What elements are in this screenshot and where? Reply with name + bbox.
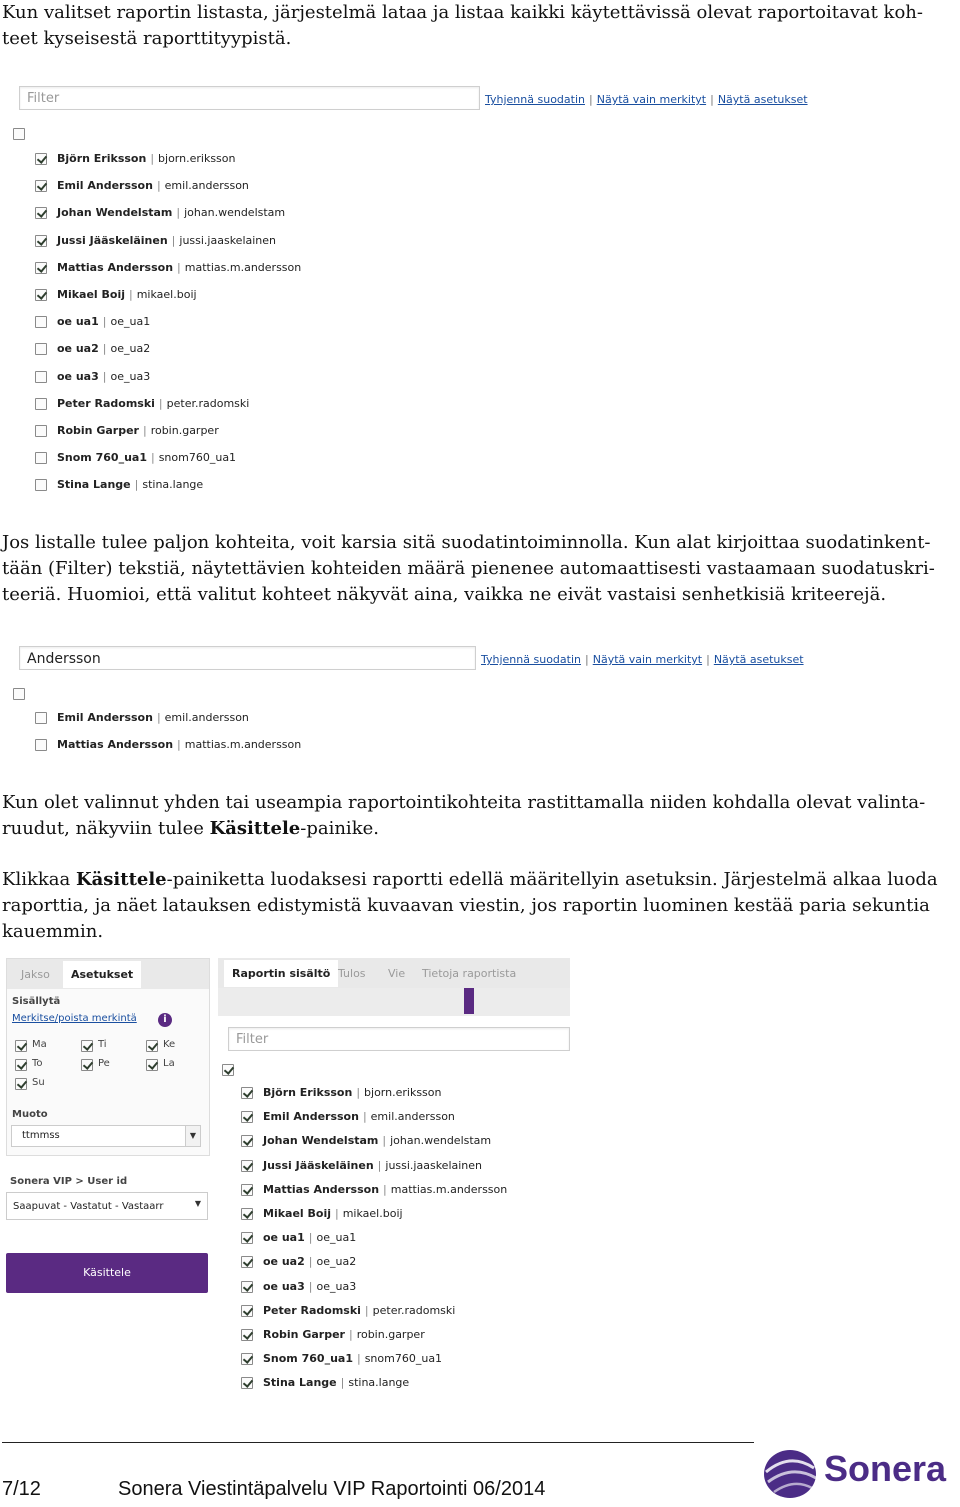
- day-checkbox[interactable]: [81, 1040, 93, 1052]
- report-select[interactable]: [6, 1192, 208, 1220]
- item-name: oe ua2: [263, 1255, 305, 1269]
- separator: |: [364, 1303, 369, 1317]
- item-name: Snom 760_ua1: [263, 1352, 353, 1366]
- footer-title: Sonera Viestintäpalvelu VIP Raportointi 06/2014: [118, 1478, 546, 1500]
- chevron-down-icon: ▼: [194, 1199, 201, 1208]
- filter-input-filled[interactable]: Andersson: [19, 646, 476, 670]
- item-name: Björn Eriksson: [57, 152, 147, 165]
- item-name: Mattias Andersson: [57, 260, 174, 274]
- filter-links: Tyhjennä suodatin | Näytä vain merkityt | Näytä asetukset: [485, 93, 808, 106]
- item-user: peter.radomski: [372, 1303, 456, 1317]
- process-button[interactable]: Käsittele: [6, 1253, 208, 1293]
- separator: |: [308, 1255, 313, 1269]
- item-checkbox[interactable]: [241, 1329, 253, 1341]
- filter-links-2: Tyhjennä suodatin | Näytä vain merkityt | Näytä asetukset: [481, 653, 804, 666]
- list-item: [263, 1183, 507, 1196]
- list-item: [57, 152, 235, 165]
- item-name: Björn Eriksson: [263, 1086, 353, 1099]
- process-line-2: raporttia, ja näet latauksen edistymistä kuvaavan viestin, jos raportin luominen kestää paria sekuntia: [2, 895, 930, 916]
- page-number: 7/12: [2, 1478, 41, 1500]
- report-content-panel: [218, 958, 570, 1390]
- list-item: [263, 1376, 409, 1389]
- separator: |: [156, 711, 161, 724]
- item-checkbox[interactable]: [241, 1353, 253, 1365]
- filter-line-1: Jos listalle tulee paljon kohteita, voit karsia sitä suodatintoiminnolla. Kun alat kirjoittaa suodatinkent-: [2, 532, 931, 553]
- day-checkbox[interactable]: [15, 1059, 27, 1071]
- tab-settings[interactable]: Asetukset: [63, 961, 141, 988]
- list-item: [57, 261, 301, 274]
- list-item: [57, 711, 249, 724]
- item-user: stina.lange: [142, 478, 204, 492]
- process-paragraph: [2, 867, 954, 945]
- day-checkbox[interactable]: [15, 1040, 27, 1052]
- process-bold-2: Käsittele: [75, 869, 167, 890]
- item-checkbox[interactable]: [241, 1184, 253, 1196]
- list-item: [57, 451, 236, 464]
- format-value: ttmmss: [22, 1130, 60, 1141]
- item-name: Snom 760_ua1: [57, 451, 147, 465]
- separator: |: [308, 1231, 313, 1245]
- list-item: [57, 397, 249, 410]
- item-user: mattias.m.andersson: [390, 1182, 508, 1196]
- item-user: mikael.boij: [136, 288, 197, 301]
- list-item: [263, 1207, 403, 1220]
- item-user: bjorn.eriksson: [364, 1086, 442, 1099]
- select-line-1: Kun olet valinnut yhden tai useampia raportointikohteita rastittamalla niiden kohdalla olevat valinta-: [2, 792, 926, 813]
- item-name: Peter Radomski: [263, 1303, 361, 1317]
- item-user: oe_ua2: [110, 342, 151, 356]
- progress-marker: [464, 988, 474, 1014]
- format-label: Muoto: [12, 1109, 48, 1120]
- tab-report-info[interactable]: Tietoja raportista: [422, 967, 517, 980]
- item-user: bjorn.eriksson: [158, 152, 236, 165]
- item-user: jussi.jaaskelainen: [179, 233, 277, 247]
- item-name: oe ua1: [263, 1231, 305, 1245]
- list-item: [263, 1280, 356, 1293]
- filter-line-2: tään (Filter) tekstiä, näytettävien kohteiden määrä pienenee automaattisesti vastaamaan suodatuskri-: [2, 558, 935, 579]
- day-label: Su: [32, 1077, 45, 1088]
- list-item: [57, 478, 203, 491]
- clear-filter-link[interactable]: Tyhjennä suodatin: [485, 93, 585, 106]
- filter-input[interactable]: Filter: [19, 86, 480, 110]
- separator: |: [150, 152, 155, 165]
- item-checkbox[interactable]: [35, 739, 47, 751]
- item-user: oe_ua1: [316, 1231, 357, 1245]
- clear-filter-link[interactable]: Tyhjennä suodatin: [481, 653, 581, 666]
- select-line-2: ruudut, näkyviin tulee: [2, 818, 210, 839]
- item-checkbox[interactable]: [35, 207, 47, 219]
- filter-line-3: teeriä. Huomioi, että valitut kohteet näkyvät aina, vaikka ne eivät vastaisi senhetkisiä kriteerejä.: [2, 584, 887, 605]
- list-item: [263, 1328, 425, 1341]
- list-item: [57, 179, 249, 192]
- item-checkbox[interactable]: [241, 1160, 253, 1172]
- separator: |: [356, 1352, 361, 1366]
- separator: |: [377, 1158, 382, 1172]
- tab-export[interactable]: Vie: [388, 967, 406, 980]
- item-checkbox[interactable]: [35, 289, 47, 301]
- separator: |: [176, 206, 181, 220]
- intro-line-1: Kun valitset raportin listasta, järjestelmä lataa ja listaa kaikki käytettävissä olevat raportoitavat koh-: [2, 2, 923, 23]
- item-checkbox[interactable]: [35, 153, 47, 165]
- item-user: mattias.m.andersson: [184, 738, 302, 751]
- item-user: emil.andersson: [164, 711, 249, 724]
- intro-line-2: teet kyseisestä raporttityypistä.: [2, 28, 292, 49]
- report-path: Sonera VIP > User id: [10, 1176, 128, 1187]
- item-checkbox[interactable]: [35, 316, 47, 328]
- item-name: Emil Andersson: [57, 179, 153, 193]
- item-name: oe ua2: [57, 342, 99, 356]
- item-user: jussi.jaaskelainen: [385, 1158, 483, 1172]
- separator: |: [158, 396, 163, 410]
- list-item: [263, 1231, 356, 1244]
- separator: |: [171, 233, 176, 247]
- select-all-checkbox[interactable]: [13, 688, 25, 700]
- item-name: oe ua3: [57, 369, 99, 383]
- item-name: Robin Garper: [57, 424, 139, 437]
- info-icon[interactable]: i: [158, 1013, 172, 1027]
- list-item: [263, 1086, 441, 1099]
- separator: |: [356, 1086, 361, 1099]
- intro-paragraph: [2, 0, 954, 52]
- item-user: robin.garper: [150, 424, 219, 437]
- day-checkbox[interactable]: [15, 1078, 27, 1090]
- format-select[interactable]: [11, 1125, 201, 1147]
- item-name: Jussi Jääskeläinen: [263, 1158, 374, 1172]
- chevron-down-icon: ▼: [185, 1126, 200, 1146]
- item-checkbox[interactable]: [35, 479, 47, 491]
- item-checkbox[interactable]: [35, 235, 47, 247]
- separator: |: [150, 451, 155, 465]
- item-user: oe_ua3: [316, 1279, 357, 1293]
- item-checkbox[interactable]: [241, 1135, 253, 1147]
- item-name: Peter Radomski: [57, 396, 155, 410]
- day-checkbox[interactable]: [146, 1040, 158, 1052]
- item-user: snom760_ua1: [158, 451, 237, 465]
- day-label: Ke: [163, 1039, 176, 1050]
- day-label: To: [32, 1058, 43, 1069]
- sonera-logo: [762, 1442, 960, 1502]
- item-name: oe ua1: [57, 315, 99, 329]
- item-checkbox[interactable]: [35, 425, 47, 437]
- item-user: oe_ua1: [110, 315, 151, 329]
- day-label: La: [163, 1058, 175, 1069]
- item-name: Stina Lange: [263, 1376, 337, 1390]
- item-name: Mattias Andersson: [263, 1182, 380, 1196]
- select-line-2-tail: -painike.: [300, 818, 379, 839]
- separator: |: [102, 369, 107, 383]
- list-item: [57, 342, 150, 355]
- item-checkbox[interactable]: [241, 1281, 253, 1293]
- item-name: Johan Wendelstam: [57, 206, 173, 220]
- mark-toggle-link[interactable]: Merkitse/poista merkintä: [12, 1013, 137, 1024]
- logo-text: Sonera: [824, 1448, 947, 1489]
- separator: |: [362, 1110, 367, 1124]
- item-name: Robin Garper: [263, 1328, 345, 1341]
- day-label: Ma: [32, 1039, 47, 1050]
- item-name: Mattias Andersson: [57, 738, 174, 751]
- item-name: Jussi Jääskeläinen: [57, 233, 168, 247]
- separator: |: [177, 738, 181, 751]
- process-line-1: -painiketta luodaksesi raportti edellä määritellyin asetuksin. Järjestelmä alkaa luoda: [166, 869, 938, 890]
- toolbar-strip: [218, 988, 570, 1016]
- item-checkbox[interactable]: [35, 180, 47, 192]
- show-marked-link[interactable]: Näytä vain merkityt: [592, 653, 703, 666]
- list-item: [57, 234, 276, 247]
- list-item: [57, 288, 197, 301]
- separator: |: [308, 1279, 313, 1293]
- item-checkbox[interactable]: [241, 1087, 253, 1099]
- item-checkbox[interactable]: [35, 398, 47, 410]
- separator: |: [142, 424, 147, 437]
- footer-rule: [2, 1442, 754, 1443]
- item-checkbox[interactable]: [241, 1256, 253, 1268]
- separator: |: [134, 478, 139, 492]
- item-name: Emil Andersson: [57, 711, 153, 724]
- separator: |: [156, 179, 161, 193]
- item-checkbox[interactable]: [35, 452, 47, 464]
- list-item: [263, 1352, 442, 1365]
- item-user: johan.wendelstam: [184, 206, 286, 220]
- separator: |: [383, 1182, 387, 1196]
- show-settings-link[interactable]: Näytä asetukset: [717, 93, 808, 106]
- list-item: [57, 738, 301, 751]
- item-user: stina.lange: [348, 1376, 410, 1390]
- separator: |: [177, 260, 181, 274]
- list-item: [57, 424, 219, 437]
- list-item: [57, 315, 150, 328]
- item-user: peter.radomski: [166, 396, 250, 410]
- item-checkbox[interactable]: [241, 1305, 253, 1317]
- item-name: Johan Wendelstam: [263, 1134, 379, 1148]
- filter-paragraph: [2, 530, 954, 608]
- tab-result[interactable]: Tulos: [338, 967, 366, 980]
- item-checkbox[interactable]: [241, 1232, 253, 1244]
- item-name: Stina Lange: [57, 478, 131, 492]
- list-item: [263, 1304, 455, 1317]
- include-label: Sisällytä: [12, 996, 61, 1007]
- list-item: [263, 1134, 491, 1147]
- item-name: Mikael Boij: [57, 288, 125, 301]
- item-name: oe ua3: [263, 1279, 305, 1293]
- select-all-checkbox[interactable]: [13, 128, 25, 140]
- day-label: Pe: [98, 1058, 110, 1069]
- separator: |: [335, 1207, 339, 1220]
- select-paragraph: [2, 790, 954, 842]
- item-user: robin.garper: [356, 1328, 425, 1341]
- item-checkbox[interactable]: [241, 1377, 253, 1389]
- list-item: [57, 370, 150, 383]
- item-user: snom760_ua1: [364, 1352, 443, 1366]
- tab-report-content[interactable]: Raportin sisältö: [224, 960, 338, 987]
- separator: |: [129, 288, 133, 301]
- day-checkbox[interactable]: [81, 1059, 93, 1071]
- item-user: oe_ua2: [316, 1255, 357, 1269]
- item-user: johan.wendelstam: [390, 1134, 492, 1148]
- item-user: oe_ua3: [110, 369, 151, 383]
- list-item: [263, 1159, 482, 1172]
- tab-period[interactable]: Jakso: [15, 961, 56, 988]
- separator: |: [382, 1134, 387, 1148]
- day-checkbox[interactable]: [146, 1059, 158, 1071]
- item-checkbox[interactable]: [35, 712, 47, 724]
- show-marked-link[interactable]: Näytä vain merkityt: [596, 93, 707, 106]
- separator: |: [102, 315, 107, 329]
- item-checkbox[interactable]: [241, 1111, 253, 1123]
- report-select-value: Saapuvat - Vastatut - Vastaarr: [13, 1201, 164, 1212]
- show-settings-link[interactable]: Näytä asetukset: [713, 653, 804, 666]
- separator: |: [102, 342, 107, 356]
- list-item: [263, 1110, 455, 1123]
- item-checkbox[interactable]: [35, 371, 47, 383]
- item-name: Mikael Boij: [263, 1207, 331, 1220]
- process-pre: Klikkaa: [2, 869, 76, 890]
- item-user: mattias.m.andersson: [184, 260, 302, 274]
- process-bold: Käsittele: [209, 818, 301, 839]
- list-item: [57, 206, 285, 219]
- item-checkbox[interactable]: [35, 262, 47, 274]
- item-checkbox[interactable]: [241, 1208, 253, 1220]
- item-checkbox[interactable]: [35, 343, 47, 355]
- item-user: emil.andersson: [164, 179, 249, 193]
- item-user: emil.andersson: [370, 1110, 455, 1124]
- item-name: Emil Andersson: [263, 1110, 359, 1124]
- filter-input-3[interactable]: Filter: [228, 1027, 570, 1051]
- separator: |: [348, 1328, 353, 1341]
- item-user: mikael.boij: [342, 1207, 403, 1220]
- select-all-checkbox[interactable]: [222, 1064, 234, 1076]
- day-label: Ti: [98, 1039, 107, 1050]
- separator: |: [340, 1376, 345, 1390]
- list-item: [263, 1255, 356, 1268]
- process-line-3: kauemmin.: [2, 921, 104, 942]
